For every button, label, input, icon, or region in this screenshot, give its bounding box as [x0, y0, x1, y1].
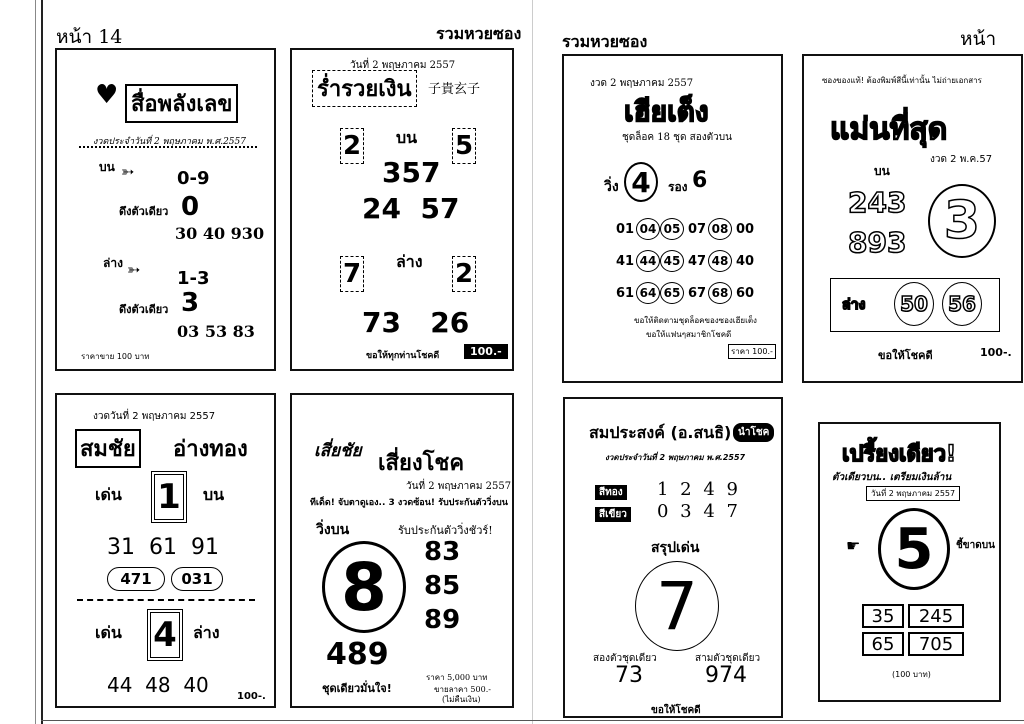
card4-price: 100-.: [980, 346, 1012, 359]
grid-cell-circled: 44: [636, 250, 660, 272]
card5-nums-2: 44 48 40: [107, 673, 209, 697]
card-priang-diao: [818, 422, 1001, 702]
card4-bottom-label: ล่าง: [842, 297, 866, 313]
grid-cell: 60: [736, 286, 755, 301]
card3-run-label: วิ่ง: [604, 179, 619, 195]
card2-top-label: บน: [396, 128, 418, 147]
right-section-title: รวมหวยซอง: [562, 32, 648, 51]
card1-single-2: 3: [181, 288, 200, 318]
card7-badge: นำโชค: [733, 423, 774, 442]
card1-nums-1: 30 40 930: [175, 224, 265, 243]
card8-g3: 65: [862, 632, 904, 656]
card5-lead: 1: [151, 471, 187, 523]
card6-run-label: วิ่งบน: [316, 522, 350, 538]
card6-tagline: ทีเด็ด! จับตาดูเอง.. 3 งวดซ้อน! รับประกันตัววิ่งบน: [310, 498, 508, 508]
card6-title: เสี่ยงโชค: [378, 451, 465, 476]
card8-g1: 35: [862, 604, 904, 628]
card1-title: สื่อพลังเลข: [125, 84, 238, 123]
grid-cell-circled: 08: [708, 218, 732, 240]
card3-date: งวด 2 พฤษภาคม 2557: [590, 78, 694, 89]
card4-date: งวด 2 พ.ค.57: [930, 154, 993, 165]
card3-note-2: ขอให้แฟนๆสมาชิกโชคดี: [646, 330, 732, 339]
card3-second-label: รอง: [668, 180, 688, 194]
card-ruam-ruay-ngern: [290, 48, 514, 371]
card5-lead-2: 4: [147, 609, 183, 661]
card7-title: สมประสงค์ (อ.สนธิ): [589, 423, 732, 442]
grid-cell: 61: [616, 286, 635, 301]
card3-title: เฮียเต็ง: [624, 95, 709, 128]
card5-separator: [77, 599, 255, 601]
card6-big: 8: [322, 541, 406, 633]
card8-date: วันที่ 2 พฤษภาคม 2557: [866, 486, 960, 501]
card1-single-label-1: ดึงตัวเดียว: [119, 205, 169, 218]
grid-cell: 00: [736, 222, 755, 237]
grid-cell-circled: 04: [636, 218, 660, 240]
card7-two-label: สองตัวชุดเดียว: [593, 653, 657, 664]
card2-row-2: 24 57: [362, 192, 460, 225]
card7-wish: ขอให้โชคดี: [651, 705, 701, 716]
grid-cell-circled: 64: [636, 282, 660, 304]
card4-wish: ขอให้โชคดี: [878, 349, 933, 362]
card8-subtitle: ตัวเดียวบน.. เตรียมเงินล้าน: [832, 472, 952, 483]
card5-pill-2: 031: [171, 567, 223, 591]
card2-title: ร่ำรวยเงิน: [312, 70, 417, 107]
grid-cell-circled: 45: [660, 250, 684, 272]
card2-row-1: 357: [382, 156, 441, 189]
card2-price: 100.-: [464, 344, 508, 359]
grid-cell: 07: [688, 222, 707, 237]
card2-emblem: 子貴玄子: [428, 82, 481, 97]
card1-date-underline: [79, 146, 257, 148]
card-maen-thi-sud: [802, 54, 1023, 383]
card1-nums-2: 03 53 83: [177, 322, 255, 341]
card1-bottom-range: 1-3: [177, 268, 210, 289]
card5-pill-1: 471: [107, 567, 165, 591]
card2-bottom-label: ล่าง: [396, 252, 423, 271]
card6-brand: เสี่ยชัย: [314, 441, 362, 461]
grid-cell-circled: 05: [660, 218, 684, 240]
card3-subtitle: ชุดล็อค 18 ชุด สองตัวบน: [622, 132, 732, 143]
card5-title-b: อ่างทอง: [173, 437, 248, 462]
card6-n1: 83: [424, 537, 461, 567]
card2-row-3: 73 26: [362, 306, 470, 339]
card5-date: งวดวันที่ 2 พฤษภาคม 2557: [93, 411, 216, 422]
grid-cell: 40: [736, 254, 755, 269]
card1-price: ราคาขาย 100 บาท: [81, 352, 150, 361]
card6-n2: 85: [424, 571, 461, 601]
pointing-hand-icon: ☛: [846, 536, 861, 555]
card7-date: งวดประจำวันที่ 2 พฤษภาคม พ.ศ.2557: [605, 453, 746, 462]
card7-green-label: สีเขียว: [595, 507, 631, 522]
card7-two: 73: [615, 663, 643, 688]
card6-set: 489: [326, 637, 389, 672]
grid-cell: 41: [616, 254, 635, 269]
grid-cell-circled: 68: [708, 282, 732, 304]
card4-top-label: บน: [874, 164, 890, 178]
card1-date: งวดประจำวันที่ 2 พฤษภาคม พ.ศ.2557: [93, 137, 246, 147]
card1-single-1: 0: [181, 192, 200, 222]
card-sue-palang-lek: [55, 48, 276, 371]
card8-big: 5: [878, 508, 950, 590]
left-page-number: หน้า 14: [56, 26, 123, 48]
page-bottom-line: [41, 720, 1024, 721]
card2-bottom-right: 2: [452, 256, 476, 292]
card4-big: 3: [928, 184, 996, 258]
card7-three: 974: [705, 663, 747, 688]
card4-b2: 56: [942, 282, 982, 326]
card-hia-teng: [562, 54, 783, 383]
card2-top-left: 2: [340, 128, 364, 164]
card7-three-label: สามตัวชุดเดียว: [695, 653, 761, 664]
card1-bottom-label: ล่าง: [103, 256, 123, 270]
card1-single-label-2: ดึงตัวเดียว: [119, 303, 169, 316]
card6-price-1: ราคา 5,000 บาท: [426, 673, 488, 682]
card6-date: วันที่ 2 พฤษภาคม 2557: [406, 481, 512, 492]
card-som-prasong: [563, 397, 783, 718]
grid-cell: 67: [688, 286, 707, 301]
card4-n2: 893: [848, 226, 907, 259]
card8-big-label: ชี้ขาดบน: [956, 540, 995, 551]
card5-top-label: บน: [203, 485, 225, 504]
card5-title-a: สมชัย: [75, 429, 141, 468]
page-border-left: [41, 0, 43, 724]
card7-gold: 1 2 4 9: [657, 479, 741, 500]
card8-title: เปรี้ยงเดียว!: [842, 442, 957, 467]
card-somchai-ang-thong: [55, 393, 276, 708]
card4-b1: 50: [894, 282, 934, 326]
page-divider: [532, 0, 533, 724]
card4-title: แม่นที่สุด: [830, 112, 948, 147]
card2-top-right: 5: [452, 128, 476, 164]
card1-top-range: 0-9: [177, 168, 210, 189]
grid-cell-circled: 65: [660, 282, 684, 304]
card-sia-chai-siang-chok: [290, 393, 514, 708]
card2-bottom-left: 7: [340, 256, 364, 292]
right-page-number: หน้า: [960, 28, 997, 50]
card6-set-label: ชุดเดียวมั่นใจ!: [322, 682, 392, 695]
card4-n1: 243: [848, 186, 907, 219]
cupid-icon: ♥: [95, 80, 119, 110]
card2-date: วันที่ 2 พฤษภาคม 2557: [350, 60, 456, 71]
card7-gold-label: สีทอง: [595, 485, 627, 500]
cupid-arrow-icon: ➳: [127, 260, 141, 279]
card8-g4: 705: [908, 632, 964, 656]
card3-price: ราคา 100.-: [728, 344, 776, 359]
card5-lead-label-2: เด่น: [95, 623, 122, 642]
card4-note: ซองของแท้! ต้องพิมพ์สีนี้เท่านั้น ไม่ถ่ายเอกสาร: [822, 76, 982, 85]
card2-wish: ขอให้ทุกท่านโชคดี: [366, 351, 440, 361]
card7-big: 7: [635, 561, 719, 651]
page-border-left-outer: [35, 0, 36, 724]
card7-green: 0 3 4 7: [657, 501, 741, 522]
grid-cell-circled: 48: [708, 250, 732, 272]
card5-price: 100-.: [237, 691, 266, 702]
card3-second: 6: [692, 168, 708, 193]
card1-top-label: บน: [99, 160, 115, 174]
card6-price-3: (ไม่คืนเงิน): [442, 695, 481, 704]
card7-summary: สรุปเด่น: [651, 540, 700, 556]
card5-lead-label: เด่น: [95, 485, 122, 504]
card6-n3: 89: [424, 605, 461, 635]
card8-g2: 245: [908, 604, 964, 628]
card6-guarantee: รับประกันตัววิ่งชัวร์!: [398, 524, 493, 537]
cupid-arrow-icon: ➳: [121, 162, 135, 181]
card5-bottom-label: ล่าง: [193, 623, 220, 642]
grid-cell: 01: [616, 222, 635, 237]
card8-price: (100 บาท): [892, 670, 931, 679]
card3-note-1: ขอให้ติดตามชุดล็อคของซองเฮียเต็ง: [634, 316, 757, 325]
grid-cell: 47: [688, 254, 707, 269]
card5-nums: 31 61 91: [107, 535, 219, 560]
card6-price-2: ขายลาคา 500.-: [434, 685, 491, 694]
card3-run: 4: [624, 162, 658, 202]
left-section-title: รวมหวยซอง: [436, 24, 522, 43]
